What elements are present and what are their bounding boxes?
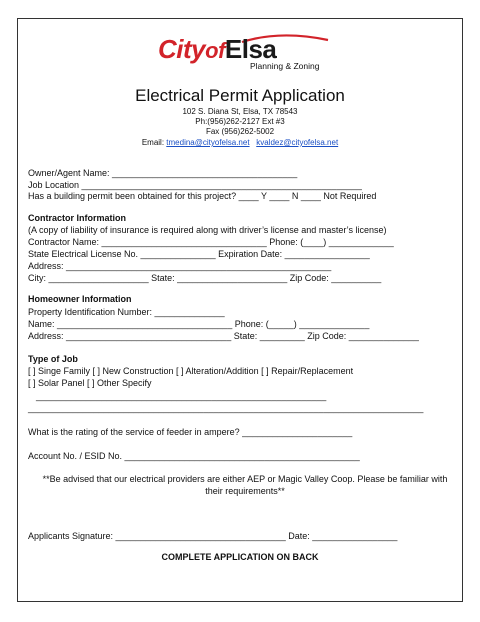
office-phone: Ph:(956)262-2127 Ext #3 <box>195 117 285 126</box>
property-id-field[interactable]: Property Identification Number: ______________ <box>28 307 225 317</box>
logo-of: of <box>205 38 225 63</box>
homeowner-name-field[interactable]: Name: ___________________________________ Phone: (_____) ______________ <box>28 319 370 329</box>
account-esid-field[interactable]: Account No. / ESID No. _______________________________________________ <box>28 451 360 461</box>
email-link-tmedina[interactable]: tmedina@cityofelsa.net <box>166 138 250 147</box>
contractor-heading: Contractor Information <box>28 213 126 223</box>
contractor-name-field[interactable]: Contractor Name: _________________________________ Phone: (____) _____________ <box>28 237 394 247</box>
email-link-kvaldez[interactable]: kvaldez@cityofelsa.net <box>256 138 339 147</box>
job-type-row-1[interactable]: [ ] Singe Family [ ] New Construction [ ] Alteration/Addition [ ] Repair/Replacement <box>28 366 354 376</box>
complete-on-back-notice: COMPLETE APPLICATION ON BACK <box>161 552 319 562</box>
logo-subtitle: Planning & Zoning <box>250 61 320 71</box>
office-address: 102 S. Diana St, Elsa, TX 78543 <box>182 107 298 116</box>
office-fax: Fax (956)262-5002 <box>205 127 275 136</box>
job-type-heading: Type of Job <box>28 354 78 364</box>
homeowner-heading: Homeowner Information <box>28 294 132 304</box>
provider-notice: **Be advised that our electrical providers are either AEP or Magic Valley Coop. Please be familiar with their requirements** <box>42 474 448 496</box>
contractor-note: (A copy of liability of insurance is required along with driver’s license and master’s license) <box>28 225 387 235</box>
page-title: Electrical Permit Application <box>135 86 345 105</box>
owner-name-field[interactable]: Owner/Agent Name: _____________________________________ <box>28 168 298 178</box>
specify-blank-1[interactable]: __________________________________________________________ <box>36 391 327 401</box>
signature-field[interactable]: Applicants Signature: __________________________________ Date: _________________ <box>28 531 398 541</box>
job-location-field[interactable]: Job Location ________________________________________________________ <box>28 180 362 190</box>
license-field[interactable]: State Electrical License No. _______________ Expiration Date: _________________ <box>28 249 370 259</box>
contractor-city-field[interactable]: City: ____________________ State: ______________________ Zip Code: __________ <box>28 273 382 283</box>
specify-blank-2[interactable]: _______________________________________________________________________________ <box>28 403 424 413</box>
logo-city: City <box>158 34 206 64</box>
job-type-row-2[interactable]: [ ] Solar Panel [ ] Other Specify <box>28 378 152 388</box>
service-rating-field[interactable]: What is the rating of the service of feeder in ampere? ______________________ <box>28 427 353 437</box>
city-logo <box>150 30 340 80</box>
homeowner-address-field[interactable]: Address: _________________________________ State: _________ Zip Code: ______________ <box>28 331 419 341</box>
contractor-address-field[interactable]: Address: _____________________________________________________ <box>28 261 332 271</box>
building-permit-question[interactable]: Has a building permit been obtained for this project? ____ Y ____ N ____ Not Required <box>28 191 377 201</box>
office-email <box>0 138 480 147</box>
logo-elsa: Elsa <box>224 34 277 64</box>
email-label: Email: <box>141 138 167 147</box>
